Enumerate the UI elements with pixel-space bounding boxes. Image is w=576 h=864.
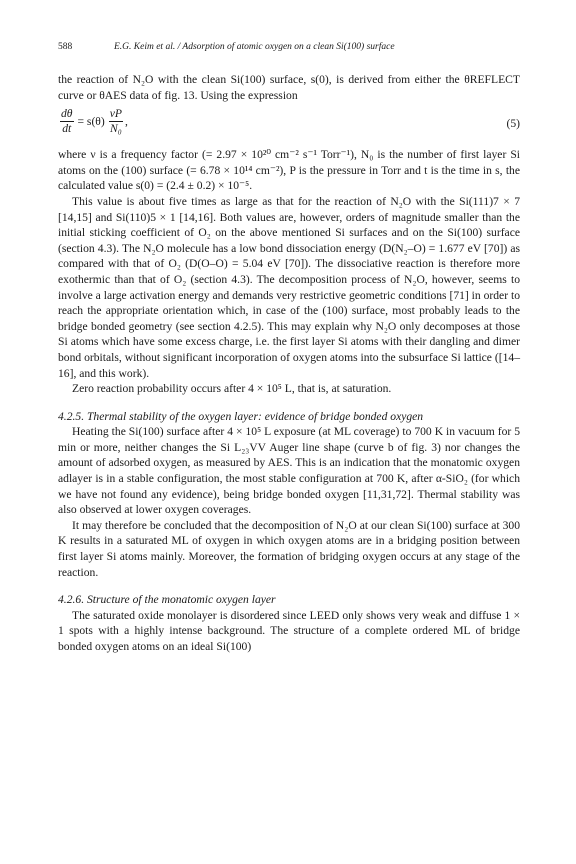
page-number: 588 <box>58 42 73 52</box>
paragraph-2: where ν is a frequency factor (= 2.97 × 10²⁰ cm⁻² s⁻¹ Torr⁻¹), N₀ is the number of first layer Si atoms on the (100) surface (= 6.78 × 10¹⁴ cm⁻²), P is the pressure in Torr and t is the time in s, the calculated value s(0) = (2.4 ± 0.2) × 10⁻⁵. <box>58 148 520 193</box>
eq-middle: = s(θ) <box>77 115 105 129</box>
eq-rhs-numerator: νP <box>109 107 122 121</box>
paragraph-5: Heating the Si(100) surface after 4 × 10⁵ L exposure (at ML coverage) to 700 K in vacuum for 5 min or more, neither changes the Si L₂₃VV Auger line shape (curve b of fig. 3) nor changes the amount of adsorbed oxygen, as measured by AES. This is an indication that the monatomic oxygen adlayer is in a stable configuration, the most stable configuration at 700 K, after α-SiO₂ (for which we have not found any evidence), being bridge bonded oxygen [11,31,72]. Thermal stability was also observed at lower oxygen coverages. <box>58 425 520 517</box>
page-header <box>58 42 520 52</box>
equation-number: (5) <box>506 117 520 131</box>
eq-trail: , <box>124 115 128 129</box>
eq-lhs-denominator: dt <box>62 122 72 136</box>
paragraph-4: Zero reaction probability occurs after 4 × 10⁵ L, that is, at saturation. <box>72 382 392 396</box>
eq-rhs-fraction <box>109 107 123 136</box>
equation-5 <box>58 103 520 147</box>
paragraph-7: The saturated oxide monolayer is disordered since LEED only shows very weak and diffuse 1 × 1 spots with a highly intense background. The structure of a complete ordered ML of bridge bonded oxygen atoms on an ideal Si(100) <box>58 608 520 653</box>
section-heading-4-2-5: 4.2.5. Thermal stability of the oxygen layer: evidence of bridge bonded oxygen <box>58 409 424 423</box>
running-title: E.G. Keim et al. / Adsorption of atomic oxygen on a clean Si(100) surface <box>114 42 395 52</box>
paragraph-3: This value is about five times as large as that for the reaction of N₂O with the Si(111)7 × 7 [14,15] and Si(110)5 × 1 [14,16]. Both values are, however, orders of magnitude smaller than the initial sticking coefficient of O₂ on the above mentioned Si surfaces and on the Si(100) surface (section 4.3). The N₂O molecule has a low bond dissociation energy (D(N₂–O) = 1.677 eV [70]) as compared with that of O₂ (D(O–O) = 5.04 eV [70]). The dissociative reaction is therefore more exothermic than that of O₂ (section 4.3). The decomposition process of N₂O, however, seems to involve a large activation energy and demands very restrictive geometric conditions [71] in order to reach the appropriate orientation which, in case of the (100) surface, most probably leads to the bridge bonded geometry (see section 4.2.5). This may explain why N₂O only decomposes at those Si atoms which have some excess charge, i.e. the first layer Si atoms with their dangling and dimer bond orbitals, without significant incorporation of oxygen atoms into the subsurface Si lattice ([14–16], and this work). <box>58 194 520 380</box>
paragraph-1: the reaction of N₂O with the clean Si(100) surface, s(0), is derived from either the θREFLECT curve or θAES data of fig. 13. Using the expression <box>58 73 520 102</box>
section-heading-4-2-6: 4.2.6. Structure of the monatomic oxygen layer <box>58 593 276 607</box>
eq-lhs-fraction <box>60 107 74 136</box>
paragraph-6: It may therefore be concluded that the decomposition of N₂O at our clean Si(100) surface at 300 K results in a saturated ML of oxygen in which oxygen atoms are in a bridging position between first layer Si atoms mainly. Moreover, the formation of bridging oxygen occurs at any stage of the reaction. <box>58 518 520 579</box>
eq-lhs-numerator: dθ <box>61 107 73 121</box>
paper-page <box>58 42 520 655</box>
eq-rhs-denominator: N₀ <box>109 122 122 136</box>
